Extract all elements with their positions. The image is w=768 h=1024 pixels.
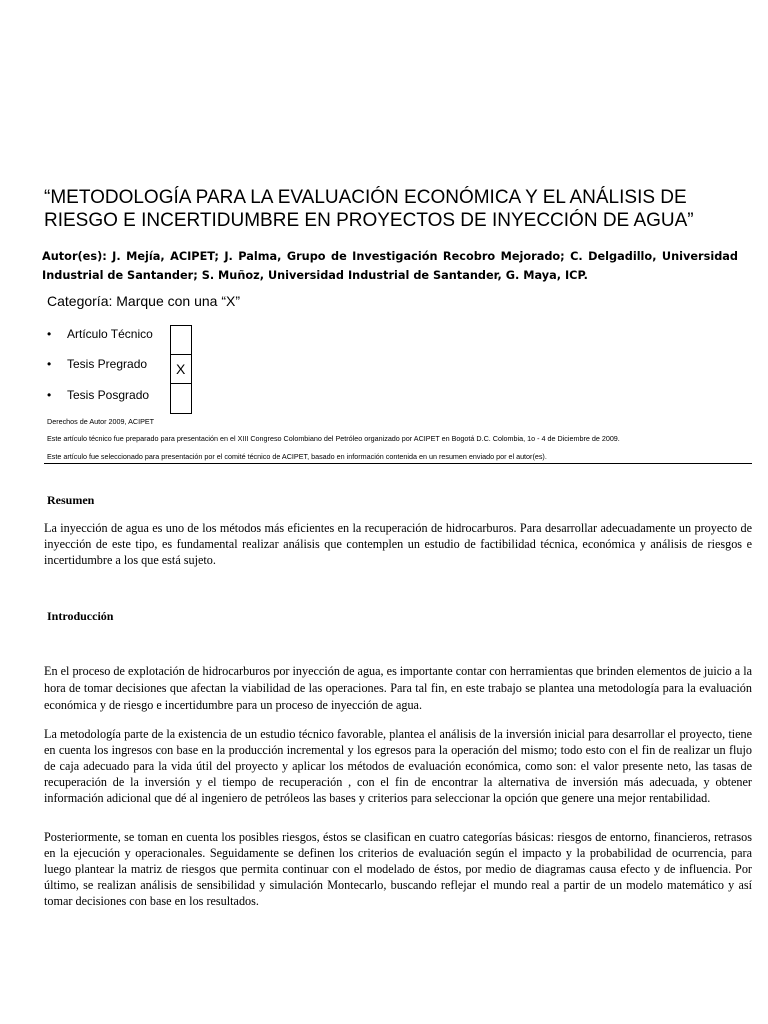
authors-line: Autor(es): J. Mejía, ACIPET; J. Palma, Grupo de Investigación Recobro Mejorado; C. Delgadillo, Universidad Industrial de Santander; S. Muñoz, Universidad Industrial de Santander, G. Maya, ICP.	[42, 250, 738, 282]
bullet-icon: •	[47, 388, 52, 402]
intro-paragraph-2: La metodología parte de la existencia de un estudio técnico favorable, plantea el análisis de la inversión inicial para desarrollar el proyecto, tiene en cuenta los ingresos con base en la producción incremental y los egresos para la operación del mismo; todo esto con el fin de realizar un flujo de caja adecuado para la vida útil del proyecto y aplicar los métodos de evaluación económica, como son: el valor presente neto, las tasas de recuperación de la inversión y el tiempo de recuperación , con el fin de encontrar la alternativa de inversión más adecuada, y obtener información adicional que dé al ingeniero de petróleos las bases y criterios para seleccionar la opción que genere una mejor rentabilidad.	[44, 727, 752, 805]
option-label: Tesis Pregrado	[67, 357, 148, 371]
paper-title: “METODOLOGÍA PARA LA EVALUACIÓN ECONÓMICA Y EL ANÁLISIS DE RIESGO E INCERTIDUMBRE EN PROYECTOS DE INYECCIÓN DE AGUA”	[44, 187, 694, 231]
option-label: Tesis Posgrado	[67, 388, 150, 402]
category-option-tesis-pregrado	[47, 357, 147, 371]
presentation-note: Este artículo técnico fue preparado para presentación en el XIII Congreso Colombiano del Petróleo organizado por ACIPET en Bogotá D.C. Colombia, 1o - 4 de Diciembre de 2009.	[47, 434, 620, 443]
option-label: Artículo Técnico	[67, 327, 153, 341]
resumen-paragraph: La inyección de agua es uno de los métodos más eficientes en la recuperación de hidrocarburos. Para desarrollar adecuadamente un proyecto de inyección de este tipo, es fundamental realizar análisis que contemplen un estudio de factibilidad técnica, económica y análisis de riesgos e incertidumbre a los que está sujeto.	[44, 521, 752, 567]
intro-paragraph-3: Posteriormente, se toman en cuenta los posibles riesgos, éstos se clasifican en cuatro categorías básicas: riesgos de entorno, financieros, retrasos en la ejecución y operacionales. Seguidamente se definen los criterios de evaluación según el impacto y la probabilidad de ocurrencia, para luego plantear la matriz de riesgos que permita continuar con el modelado de éstos, por medio de diagramas causa efecto y de influencia. Por último, se realizan análisis de sensibilidad y simulación Montecarlo, buscando reflejar el mundo real a partir de un modelo matemático y así tomar decisiones con base en los resultados.	[44, 830, 752, 908]
checkbox-tesis-posgrado[interactable]	[170, 383, 192, 414]
selection-note: Este artículo fue seleccionado para presentación por el comité técnico de ACIPET, basado en información contenida en un resumen enviado por el autor(es).	[47, 452, 547, 461]
category-checkboxes	[170, 325, 192, 414]
checkbox-tesis-pregrado[interactable]: X	[170, 354, 192, 383]
category-option-tesis-posgrado	[47, 388, 149, 402]
bullet-icon: •	[47, 357, 52, 371]
bullet-icon: •	[47, 327, 52, 341]
intro-paragraph-1: En el proceso de explotación de hidrocarburos por inyección de agua, es importante contar con herramientas que brinden elementos de juicio a la hora de tomar decisiones que afectan la viabilidad de las operaciones. Para tal fin, en este trabajo se plantea una metodología para la evaluación económica y de riesgo e incertidumbre para un proceso de inyección de agua.	[44, 664, 752, 712]
copyright-note: Derechos de Autor 2009, ACIPET	[47, 417, 155, 426]
resumen-heading: Resumen	[47, 493, 95, 507]
category-label: Categoría: Marque con una “X”	[47, 293, 240, 309]
checkbox-articulo-tecnico[interactable]	[170, 325, 192, 354]
introduccion-heading: Introducción	[47, 609, 114, 623]
divider-line	[44, 463, 752, 464]
category-option-articulo-tecnico	[47, 327, 153, 341]
